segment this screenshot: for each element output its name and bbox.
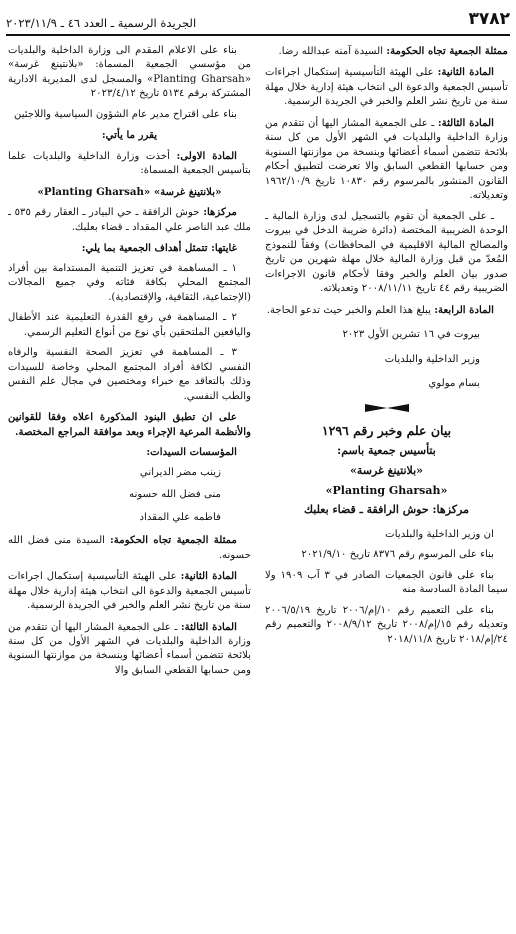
left-article-2-paragraph bbox=[8, 569, 251, 613]
article-2-paragraph bbox=[265, 65, 508, 109]
left-representative-paragraph bbox=[8, 533, 251, 563]
signature-block bbox=[265, 328, 508, 391]
legal-basis-2: بناء على قانون الجمعيات الصادر في ٣ آب ١٩٠٩ ولا سيما المادة السادسة منه bbox=[265, 569, 508, 596]
association-name: «بلانتينغ غرسة» «Planting Gharsah» bbox=[37, 185, 222, 198]
goal-item-2: ٢ ـ المساهمة في رفع القدرة التعليمية عند الأطفال واليافعين الملتحقين بأي نوع من أنواع التعليم الرسمي. bbox=[8, 312, 251, 338]
founder-item: زينب مضر الديراني bbox=[139, 466, 221, 478]
publication-title: الجريدة الرسمية ـ العدد ٤٦ ـ ٢٠٢٣/١١/٩ bbox=[6, 15, 197, 30]
page-columns bbox=[8, 44, 508, 928]
legal-basis-3: بناء على التعميم رقم ١٠/إم/٢٠٠٦ تاريخ ٢٠٠٦/٥/١٩ وتعديله رقم ١٥/إم/٢٠٠٨ تاريخ ٢٠٠٨/٩/١٢ والتعميم رقم ٢٤/إم/٢٠١٨ تاريخ ٢٠١٨/١١/٨ bbox=[265, 604, 508, 645]
representative-label: ممثلة الجمعية تجاه الحكومة: bbox=[386, 45, 508, 57]
founder-item: فاطمه علي المقداد bbox=[139, 511, 221, 523]
article-3-label: المادة الثالثة: bbox=[437, 116, 494, 129]
article-3-text: ـ على الجمعية المشار اليها أن تتقدم من وزارة الداخلية والبلديات في الشهر الأول من كل سنة بلائحة تتضمن أسماء أعضائها وبنسخة من موازنتها السنوية ومن حسابها القطعي السابق والا تعرضت لتطبيق أحكام القانون المنشور بالمرسوم رقم ١٠٨٣٠ تاريخ ١٩٦٢/١٠/٩ وتعديلاته. bbox=[265, 117, 508, 202]
section-separator bbox=[265, 404, 508, 412]
left-article-2-label: المادة الثانية: bbox=[180, 570, 237, 583]
left-article-2-text: على الهيئة التأسيسية إستكمال اجراءات تأسيس الجمعية والدعوة الى انتخاب هيئة إدارية خلال مهلة سنة من تاريخ نشر العلم والخبر في الجريدة الرسمية. bbox=[8, 571, 251, 612]
goal-item-3: ٣ ـ المساهمة في تعزيز الصحة النفسية والرفاه النفسي لكافة أفراد المجتمع المحلي وخاصة للسيدات وذلك بالتعاقد مع خبراء ومختصين في مجال علم النفس والطب النفسي. bbox=[8, 347, 251, 402]
founder-item: منى فضل الله حسونه bbox=[129, 489, 221, 501]
article-3-paragraph bbox=[265, 116, 508, 204]
article-3-paragraph-2: ـ على الجمعية أن تقوم بالتسجيل لدى وزارة المالية ـ الوحدة الضريبية المختصة (دائرة ضريبة الدخل في بيروت والمصالح المالية الاقليمية في المحافظات) وفقاً للنموذج المُعدّ من قبل وزارة المالية خلال مهلة شهرين من تاريخ صدور بيان العلم والخبر وفقا لأحكام قانون الاجراءات الضريبية رقم ٤٤ تاريخ ٢٠٠٨/١١/١١ وتعديلاته. bbox=[265, 210, 508, 295]
founders-list bbox=[8, 466, 251, 525]
decides-heading: يقرر ما يأتي: bbox=[101, 129, 158, 142]
left-representative-label: ممثلة الجمعية تجاه الحكومة: bbox=[110, 534, 237, 547]
association-name-arabic: «بلانتينغ غرسة» bbox=[349, 464, 423, 478]
left-column bbox=[8, 44, 251, 928]
left-representative-text: السيدة منى فضل الله حسونه. bbox=[8, 535, 251, 561]
notice-headquarters: مركزها: حوش الرافقة ـ قضاء بعلبك bbox=[304, 503, 469, 517]
signature-date: بيروت في ١٦ تشرين الأول ٢٠٢٣ bbox=[342, 329, 480, 341]
separator-arrow-left bbox=[387, 404, 409, 412]
minister-intro: ان وزير الداخلية والبلديات bbox=[385, 528, 494, 540]
page-number: ٣٧٨٢ bbox=[468, 8, 510, 29]
goals-heading: غايتها: تتمثل أهداف الجمعية بما يلي: bbox=[81, 242, 237, 255]
article-1-paragraph bbox=[8, 149, 251, 179]
article-4-text: يبلغ هذا العلم والخبر حيث تدعو الحاجة. bbox=[266, 304, 432, 316]
article-4-label: المادة الرابعة: bbox=[434, 303, 494, 316]
legal-basis-1: بناء على المرسوم رقم ٨٣٧٦ تاريخ ٢٠٢١/٩/١٠ bbox=[301, 549, 494, 561]
left-article-3-paragraph bbox=[8, 620, 251, 679]
signature-name: بسام مولوي bbox=[428, 378, 480, 390]
proposal-paragraph: بناء على اقتراح مدير عام الشؤون السياسية واللاجئين bbox=[13, 108, 237, 120]
page-header bbox=[6, 6, 510, 36]
notice-title: بيان علم وخبر رقم ١٢٩٦ bbox=[321, 422, 452, 438]
right-column bbox=[265, 44, 508, 928]
article-1-text: أخذت وزارة الداخلية والبلديات علما بتأسيس الجمعية المسماة: bbox=[8, 150, 251, 177]
goal-item-1: ١ ـ المساهمة في تعزيز التنمية المستدامة بين أفراد المجتمع المحلي بكافة فئاته وفي جميع المجالات (الإجتماعية، الثقافية، والإقتصادية). bbox=[8, 262, 251, 303]
headquarters-text: حوش الرافقة ـ حي البيادر ـ العقار رقم ٥٣٥ ـ ملك عبد الناصر علي المقداد ـ قضاء بعلبك. bbox=[8, 207, 251, 233]
headquarters-label: مركزها: bbox=[203, 206, 237, 219]
article-2-text: على الهيئة التأسيسية إستكمال اجراءات تأسيس الجمعية والدعوة الى انتخاب هيئة إدارية خلال مهلة سنة من تاريخ نشر العلم والخبر في الجريدة الرسمية. bbox=[265, 67, 508, 108]
separator-arrow-right bbox=[365, 404, 387, 412]
article-2-label: المادة الثانية: bbox=[437, 66, 494, 79]
headquarters-paragraph bbox=[8, 205, 251, 235]
article-1-label: المادة الاولى: bbox=[176, 149, 237, 162]
intro-paragraph: بناء على الاعلام المقدم الى وزارة الداخلية والبلديات من مؤسسي الجمعية المسماة: «بلانتينغ غرسة» «Planting Gharsah» والمسجل لدى المديرية الادارية المشتركة برقم ٥١٣٤ تاريخ ٢٠٢٣/٤/١٢ bbox=[8, 45, 251, 100]
association-name-latin: «Planting Gharsah» bbox=[325, 483, 448, 497]
notice-subtitle: بتأسيس جمعية باسم: bbox=[337, 444, 436, 458]
representative-paragraph bbox=[265, 44, 508, 59]
representative-text: السيدة آمنه عبدالله رضا. bbox=[278, 46, 384, 57]
founders-heading: المؤسسات السيدات: bbox=[146, 446, 237, 459]
article-4-paragraph bbox=[265, 303, 508, 318]
signature-title: وزير الداخلية والبلديات bbox=[384, 353, 480, 365]
left-article-3-label: المادة الثالثة: bbox=[180, 620, 237, 633]
left-article-3-text: ـ على الجمعية المشار اليها أن تتقدم من وزارة الداخلية والبلديات في الشهر الأول من كل سنة بلائحة تتضمن أسماء أعضائها وبنسخة من موازنتها السنوية ومن حسابها القطعي السابق والا bbox=[8, 621, 251, 676]
condition-paragraph: على ان تطبق البنود المذكورة اعلاه وفقا للقوانين والأنظمة المرعية الإجراء وبعد موافقة المراجع المختصة. bbox=[8, 411, 251, 438]
